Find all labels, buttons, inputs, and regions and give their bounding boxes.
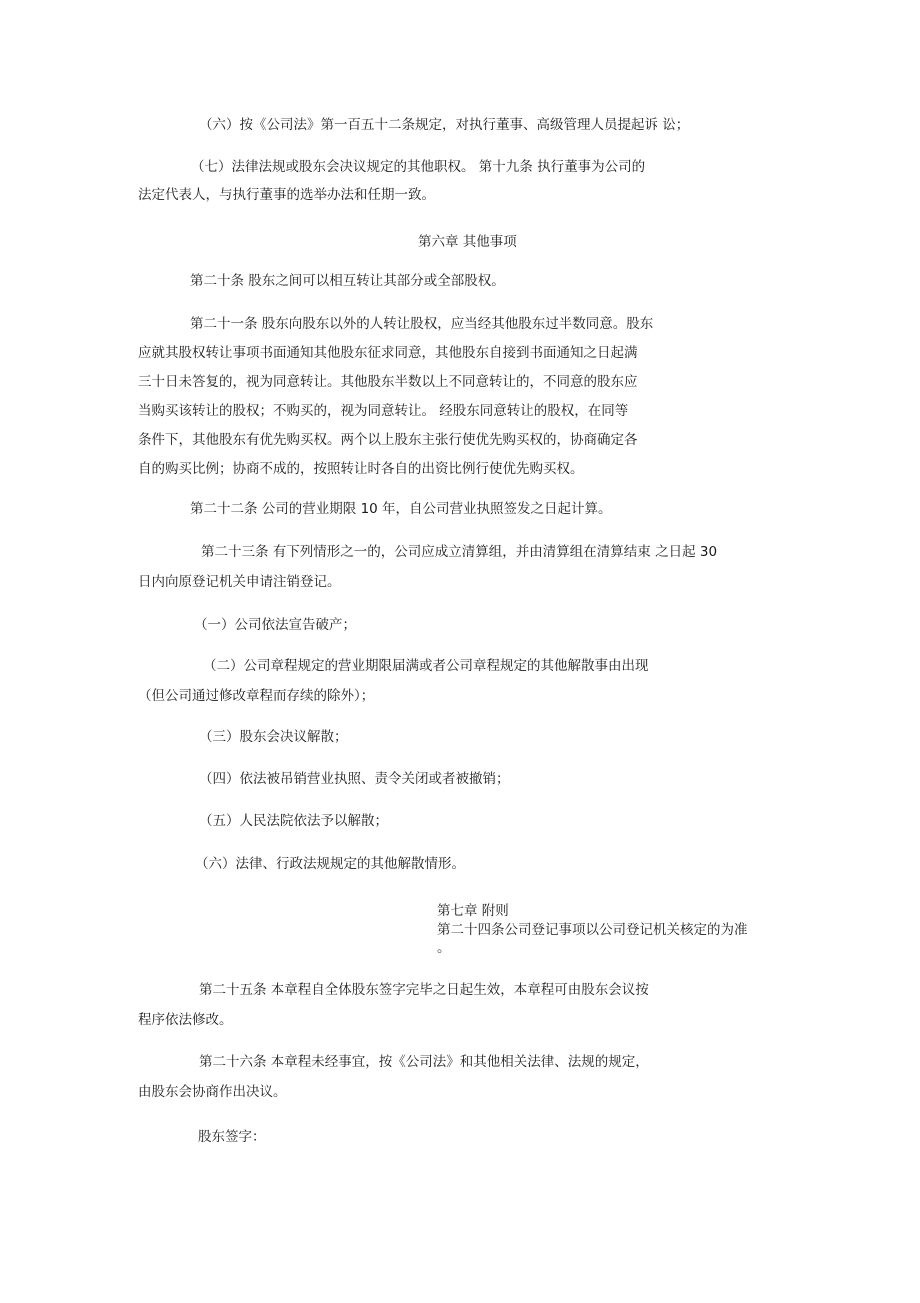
dissolution-item3: （三）股东会决议解散； [199, 729, 348, 745]
chapter7-title: 第七章 附则 [437, 903, 509, 919]
signature-label: 股东签字： [198, 1129, 266, 1145]
article21-line4: 当购买该转让的股权；不购买的，视为同意转让。 经股东同意转让的股权，在同等 [138, 403, 629, 419]
article23-line2: 日内向原登记机关申请注销登记。 [138, 574, 341, 590]
article18-item7-line1: （七）法律法规或股东会决议规定的其他职权。 第十九条 执行董事为公司的 [191, 159, 646, 175]
article20: 第二十条 股东之间可以相互转让其部分或全部股权。 [190, 273, 505, 289]
article26-line2: 由股东会协商作出决议。 [138, 1084, 287, 1100]
article25-line1: 第二十五条 本章程自全体股东签字完毕之日起生效，本章程可由股东会议按 [199, 982, 649, 998]
article23-line1: 第二十三条 有下列情形之一的，公司应成立清算组，并由清算组在清算结束 之日起 30 [201, 544, 718, 560]
article21-line2: 应就其股权转让事项书面通知其他股东征求同意，其他股东自接到书面通知之日起满 [138, 345, 638, 361]
dissolution-item4: （四）依法被吊销营业执照、责令关闭或者被撤销； [199, 771, 510, 787]
article21-line5: 条件下，其他股东有优先购买权。两个以上股东主张行使优先购买权的，协商确定各 [138, 432, 638, 448]
article21-line3: 三十日未答复的，视为同意转让。其他股东半数以上不同意转让的，不同意的股东应 [138, 374, 638, 390]
dissolution-item6: （六）法律、行政法规规定的其他解散情形。 [195, 856, 465, 872]
article18-item7-line2: 法定代表人，与执行董事的选举办法和任期一致。 [138, 187, 435, 203]
chapter6-title: 第六章 其他事项 [418, 234, 517, 250]
article22: 第二十二条 公司的营业期限 10 年，自公司营业执照签发之日起计算。 [190, 501, 612, 517]
article25-line2: 程序依法修改。 [138, 1012, 233, 1028]
dissolution-item2-line1: （二）公司章程规定的营业期限届满或者公司章程规定的其他解散事由出现 [203, 658, 649, 674]
article26-line1: 第二十六条 本章程未经事宜，按《公司法》和其他相关法律、法规的规定， [199, 1054, 649, 1070]
article24-line1: 第二十四条公司登记事项以公司登记机关核定的为准 [437, 922, 748, 938]
dissolution-item5: （五）人民法院依法予以解散； [199, 813, 388, 829]
article21-line1: 第二十一条 股东向股东以外的人转让股权，应当经其他股东过半数同意。股东 [190, 316, 654, 332]
dissolution-item2-line2: （但公司通过修改章程而存续的除外）； [138, 688, 375, 704]
article21-line6: 自的购买比例；协商不成的，按照转让时各自的出资比例行使优先购买权。 [138, 461, 584, 477]
article18-item6: （六）按《公司法》第一百五十二条规定，对执行董事、高级管理人员提起诉 讼； [199, 117, 690, 133]
dissolution-item1: （一）公司依法宣告破产； [194, 617, 356, 633]
article24-line2: 。 [437, 940, 451, 956]
